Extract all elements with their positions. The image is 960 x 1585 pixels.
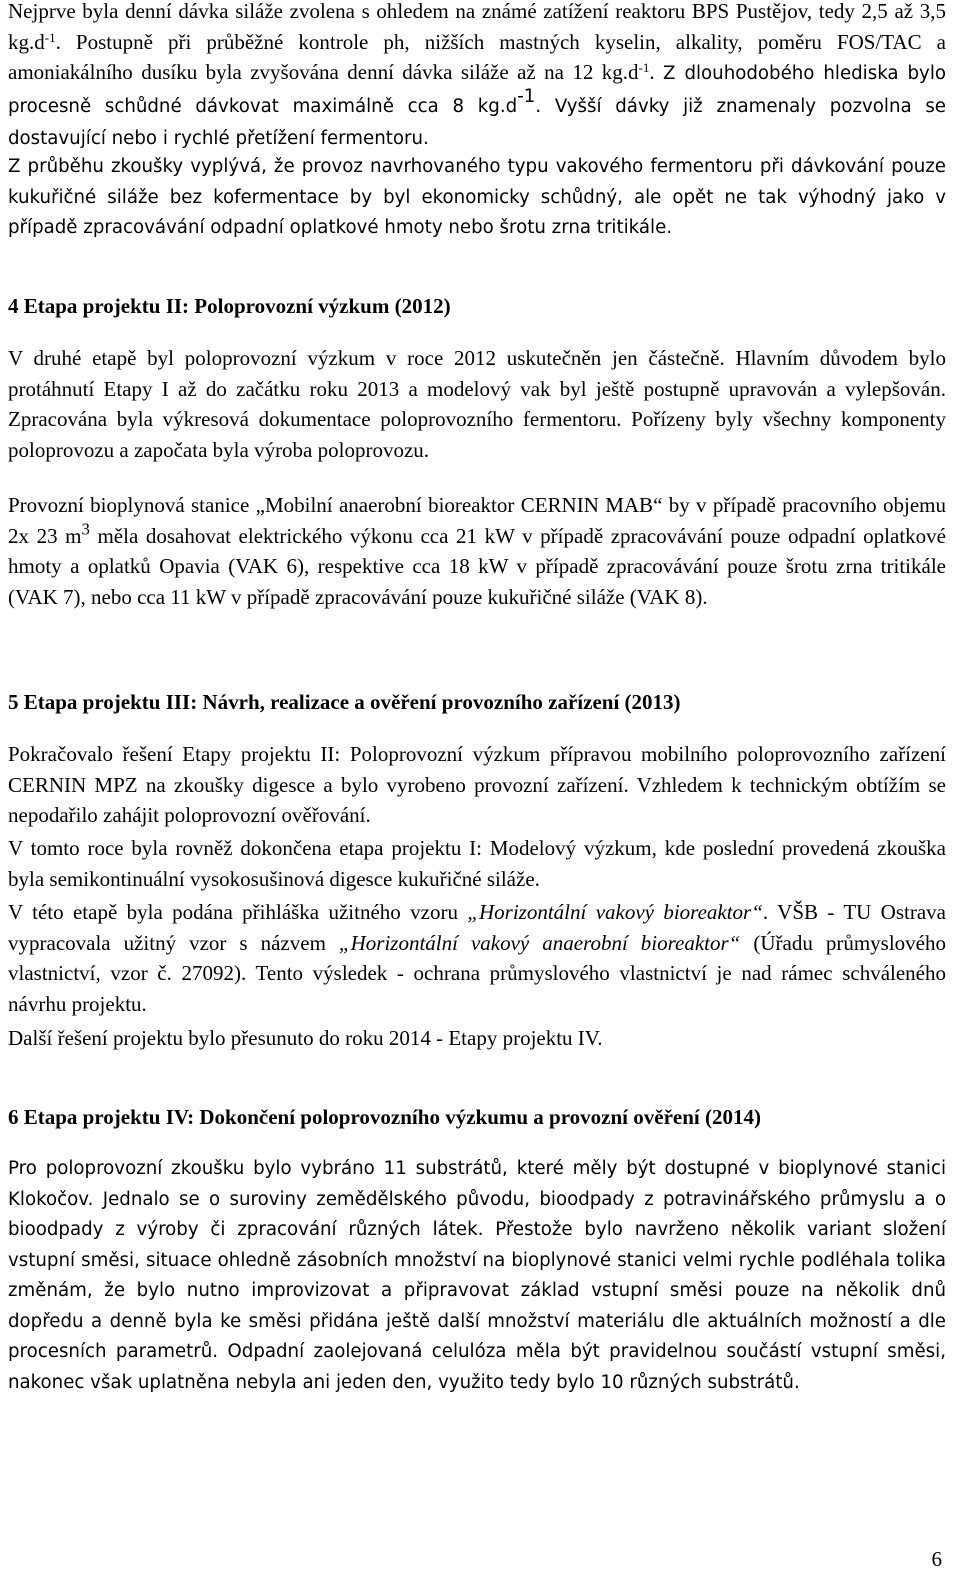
paragraph-mab-station	[8, 490, 946, 612]
paragraph-dosing	[8, 0, 946, 155]
dosing-text-a: Nejprve byla denní dávka siláže zvolena s ohledem na známé zatížení reaktoru BPS Pustějov, tedy 2,5 až 3,5 kg.d	[8, 0, 946, 54]
dosing-text-b: . Postupně při průběžné kontrole ph, nižších mastných kyselin, alkality, poměru FOS/TAC a amoniakálního dusíku byla zvyšována denní dávka siláže až na 12 kg.d	[8, 29, 946, 84]
section-heading-5: 5 Etapa projektu III: Návrh, realizace a ověření provozního zařízení (2013)	[8, 690, 681, 714]
mab-text-b: měla dosahovat elektrického výkonu cca 21 kW v případě zpracovávání pouze odpadní oplatkové hmoty a oplatků Opavia (VAK 6), respektive cca 18 kW v případě zpracovávání pouze šrotu zrna tritikále (VAK 7), nebo cca 11 kW v případě zpracovávání pouze kukuřičné siláže (VAK 8).	[8, 523, 946, 609]
unit-superscript: -1	[44, 29, 56, 45]
section-heading-4: 4 Etapa projektu II: Poloprovozní výzkum (2012)	[8, 294, 451, 318]
dosing-text-c: .	[649, 60, 664, 84]
section-heading-6: 6 Etapa projektu IV: Dokončení poloprovozního výzkumu a provozní ověření (2014)	[8, 1105, 761, 1129]
mab-text-a: Provozní bioplynová stanice „Mobilní anaerobní bioreaktor CERNIN MAB“ by v případě pracovního objemu 2x 23 m	[8, 493, 946, 548]
utility-text-a: V této etapě byla podána přihláška užitného vzoru	[8, 900, 468, 924]
paragraph-stage4: Pro poloprovozní zkoušku bylo vybráno 11 substrátů, které měly být dostupné v bioplynové stanici Klokočov. Jednalo se o suroviny zemědělského původu, bioodpady z potravinářského průmyslu a o bioodpady z výroby či zpracování různých látek. Přestože bylo navrženo několik variant složení vstupní směsi, situace ohledně zásobních množství na bioplynové stanici velmi rychle podléhala tolika změnám, že bylo nutno improvizovat a připravovat základ vstupní směsi pouze na několik dnů dopředu a denně byla ke směsi přidána ještě další množství materiálu dle aktuálních možností a dle procesních parametrů. Odpadní zaolejovaná celulóza měla být pravidelnou součástí vstupní směsi, nakonec však uplatněna nebyla ani jeden den, využito tedy bylo 10 různých substrátů.	[8, 1158, 946, 1393]
unit-superscript: -1	[517, 85, 536, 107]
unit-superscript: -1	[638, 59, 650, 75]
utility-text-e: (Úřadu průmyslového vlastnictví, vzor č. 27092). Tento výsledek - ochrana průmyslového vlastnictví je nad rámec schváleného návrhu projektu.	[8, 930, 946, 1016]
dosing-text-d: Z dlouhodobého hlediska bylo procesně schůdné dávkovat maximálně cca 8 kg.d	[8, 63, 946, 117]
dosing-text-e: . Vyšší dávky již znamenaly pozvolna se dostavující nebo i rychlé přetížení fermentoru.	[8, 95, 946, 149]
page-number: 6	[931, 1547, 942, 1571]
utility-title-1: „Horizontální vakový bioreaktor“	[467, 900, 763, 924]
paragraph-model-research: V tomto roce byla rovněž dokončena etapa projektu I: Modelový výzkum, kde poslední provedená zkouška byla semikontinuální vysokosušinová digesce kukuřičné siláže.	[8, 836, 946, 891]
paragraph-continuation: Další řešení projektu bylo přesunuto do roku 2014 - Etapy projektu IV.	[8, 1026, 603, 1050]
paragraph-stage2: V druhé etapě byl poloprovozní výzkum v roce 2012 uskutečněn jen částečně. Hlavním důvodem bylo protáhnutí Etapy I až do začátku roku 2013 a modelový vak byl ještě postupně upravován a vylepšován. Zpracována byla výkresová dokumentace poloprovozního fermentoru. Pořízeny byly všechny komponenty poloprovozu a započata byla výroba poloprovozu.	[8, 346, 946, 462]
utility-title-2: „Horizontální vakový anaerobní bioreaktor“	[338, 930, 741, 955]
paragraph-utility-model	[8, 897, 946, 1019]
utility-text-c: . VŠB - TU Ostrava vypracovala užitný vzor s názvem	[8, 900, 946, 955]
paragraph-economics: Z průběhu zkoušky vyplývá, že provoz navrhovaného typu vakového fermentoru při dávkování pouze kukuřičné siláže bez kofermentace by byl ekonomicky schůdný, ale opět ne tak výhodný jako v případě zpracovávání odpadní oplatkové hmoty nebo šrotu zrna tritikále.	[8, 156, 946, 238]
cubic-superscript: 3	[81, 519, 90, 539]
paragraph-stage3: Pokračovalo řešení Etapy projektu II: Poloprovozní výzkum přípravou mobilního poloprovozního zařízení CERNIN MPZ na zkoušky digesce a bylo vyrobeno provozní zařízení. Vzhledem k technickým obtížím se nepodařilo zahájit poloprovozní ověřování.	[8, 742, 946, 827]
